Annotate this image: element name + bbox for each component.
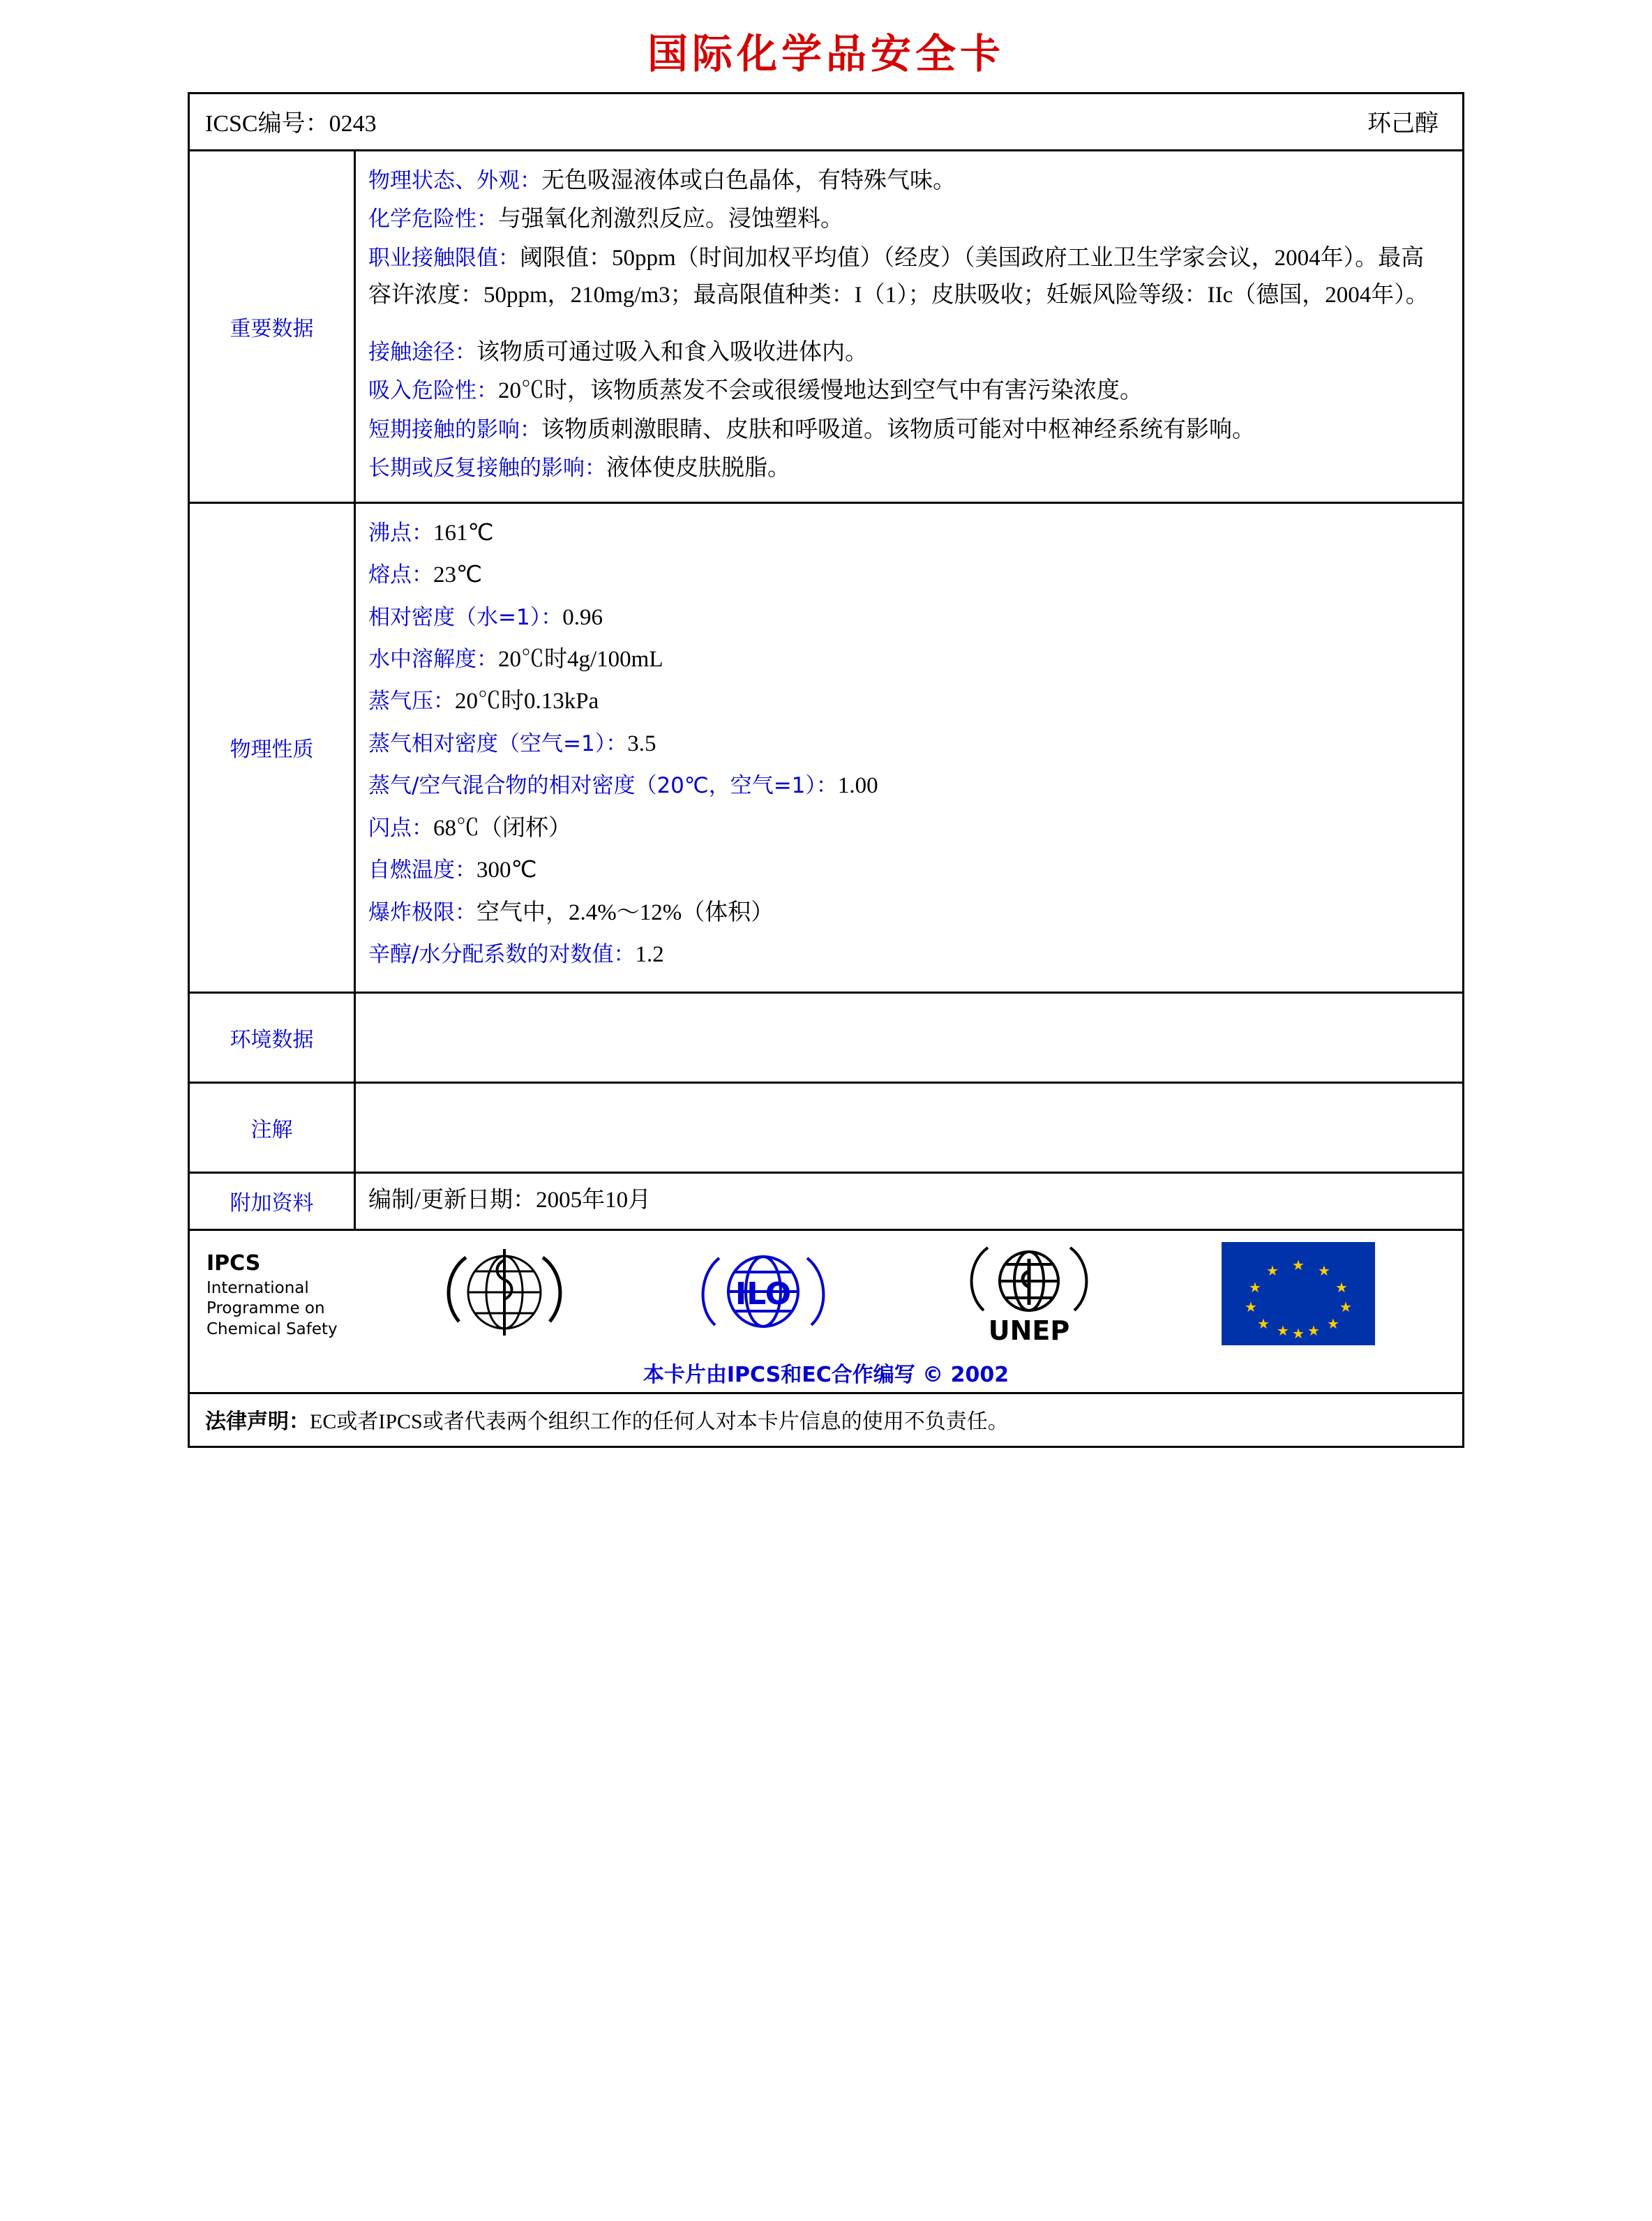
property-value: 161℃ (433, 520, 494, 546)
item-label: 化学危险性： (368, 207, 498, 232)
svg-text:★: ★ (1326, 1317, 1339, 1333)
property-value: 1.2 (635, 942, 664, 968)
unep-logo (956, 1238, 1102, 1353)
data-item (368, 373, 1446, 410)
item-label: 吸入危险性： (368, 378, 498, 404)
data-item (368, 450, 1446, 487)
environmental-data-content (356, 994, 1462, 1082)
property-value: 1.00 (837, 773, 878, 799)
legal-text: EC或者IPCS或者代表两个组织工作的任何人对本卡片信息的使用不负责任。 (310, 1410, 1009, 1434)
property-label: 蒸气/空气混合物的相对密度（20℃，空气=1）： (368, 773, 838, 799)
svg-text:★: ★ (1339, 1300, 1352, 1316)
important-data-content (356, 151, 1462, 502)
important-data-label: 重要数据 (190, 151, 356, 502)
legal-label: 法律声明： (205, 1409, 310, 1435)
property-item (368, 557, 1446, 594)
property-label: 熔点： (368, 562, 433, 588)
substance-name: 环己醇 (1367, 111, 1439, 137)
svg-text:★: ★ (1335, 1280, 1348, 1296)
property-label: 沸点： (368, 520, 433, 546)
item-label: 接触途径： (368, 339, 476, 365)
svg-text:★: ★ (1276, 1324, 1289, 1340)
svg-text:★: ★ (1256, 1317, 1270, 1333)
item-label: 短期接触的影响： (368, 417, 541, 442)
ilo-label: ILO (735, 1276, 791, 1313)
property-value: 3.5 (627, 731, 656, 756)
svg-text:★: ★ (1266, 1264, 1279, 1280)
safety-card (188, 92, 1464, 1448)
additional-info-row (190, 1174, 1462, 1231)
credit-text: 本卡片由IPCS和EC合作编写 © 2002 (643, 1363, 1009, 1388)
svg-text:★: ★ (1307, 1324, 1320, 1340)
item-value: 液体使皮肤脱脂。 (606, 456, 790, 481)
who-logo (438, 1238, 571, 1353)
data-item (368, 163, 1446, 200)
property-value: 20℃时4g/100mL (498, 646, 663, 672)
ipcs-line-2: Programme on (206, 1299, 325, 1318)
property-item (368, 936, 1446, 973)
page-title: 国际化学品安全卡 (647, 30, 1005, 77)
eu-flag-logo (1222, 1242, 1375, 1349)
physical-properties-content (356, 504, 1462, 992)
property-label: 水中溶解度： (368, 646, 498, 672)
data-item (368, 412, 1446, 449)
icsc-label: ICSC编号： (205, 111, 329, 137)
property-item (368, 726, 1446, 763)
additional-info-label: 附加资料 (190, 1174, 356, 1229)
data-item (368, 240, 1446, 315)
ipcs-line-3: Chemical Safety (206, 1319, 338, 1338)
item-value: 阈限值：50ppm（时间加权平均值）（经皮）（美国政府工业卫生学家会议，2004年）。最高容许浓度：50ppm，210mg/m3；最高限值种类：I（1）；皮肤吸收；妊娠风险等级：IIc（德国，2004年）。 (368, 245, 1429, 308)
property-label: 闪点： (368, 815, 433, 841)
property-value: 0.96 (562, 604, 603, 630)
notes-content (356, 1084, 1462, 1172)
logos-row (190, 1231, 1462, 1357)
card-header (190, 94, 1462, 151)
property-value: 23℃ (433, 562, 483, 588)
property-item (368, 895, 1446, 932)
environmental-data-row (190, 994, 1462, 1084)
svg-text:★: ★ (1291, 1326, 1305, 1343)
item-value: 与强氧化剂激烈反应。浸蚀塑料。 (498, 207, 843, 232)
property-item (368, 852, 1446, 889)
notes-label: 注解 (190, 1084, 356, 1172)
ipcs-abbr: IPCS (206, 1250, 261, 1276)
ilo-logo (690, 1241, 836, 1349)
property-value: 300℃ (476, 858, 537, 883)
property-item (368, 683, 1446, 720)
property-item (368, 810, 1446, 847)
property-label: 蒸气压： (368, 689, 455, 715)
icsc-number-block (205, 104, 377, 138)
icsc-number: 0243 (329, 111, 377, 137)
property-value: 68℃（闭杯） (433, 815, 571, 841)
svg-text:★: ★ (1317, 1264, 1330, 1280)
item-label: 长期或反复接触的影响： (368, 456, 606, 481)
notes-row (190, 1084, 1462, 1174)
logos-wrap (378, 1238, 1462, 1353)
property-value: 空气中，2.4%～12%（体积） (476, 899, 774, 925)
item-value: 20℃时，该物质蒸发不会或很缓慢地达到空气中有害污染浓度。 (498, 378, 1143, 404)
unep-label: UNEP (988, 1315, 1069, 1347)
ipcs-block (190, 1251, 378, 1340)
physical-properties-label: 物理性质 (190, 504, 356, 992)
item-label: 物理状态、外观： (368, 168, 541, 193)
section-spacer (368, 316, 1446, 334)
property-label: 相对密度（水=1）： (368, 604, 563, 630)
property-item (368, 641, 1446, 678)
property-label: 自燃温度： (368, 858, 476, 883)
item-value: 该物质刺激眼睛、皮肤和呼吸道。该物质可能对中枢神经系统有影响。 (541, 417, 1255, 442)
additional-info-content: 编制/更新日期：2005年10月 (368, 1187, 652, 1213)
property-item (368, 515, 1446, 552)
svg-text:★: ★ (1248, 1280, 1261, 1296)
legal-row (190, 1394, 1462, 1446)
important-data-row (190, 151, 1462, 504)
svg-text:★: ★ (1244, 1300, 1257, 1316)
environmental-data-label: 环境数据 (190, 994, 356, 1082)
property-item (368, 768, 1446, 805)
property-label: 辛醇/水分配系数的对数值： (368, 942, 636, 968)
svg-text:★: ★ (1291, 1258, 1305, 1274)
item-value: 该物质可通过吸入和食入吸收进体内。 (476, 339, 868, 365)
data-item (368, 334, 1446, 371)
property-label: 蒸气相对密度（空气=1）： (368, 731, 628, 756)
property-item (368, 599, 1446, 636)
ipcs-line-1: International (206, 1278, 309, 1297)
physical-properties-row (190, 504, 1462, 994)
data-item (368, 201, 1446, 238)
item-value: 无色吸湿液体或白色晶体，有特殊气味。 (541, 168, 956, 193)
item-label: 职业接触限值： (368, 245, 520, 271)
property-value: 20℃时0.13kPa (455, 689, 599, 715)
footer-block (190, 1231, 1462, 1394)
property-label: 爆炸极限： (368, 899, 476, 925)
